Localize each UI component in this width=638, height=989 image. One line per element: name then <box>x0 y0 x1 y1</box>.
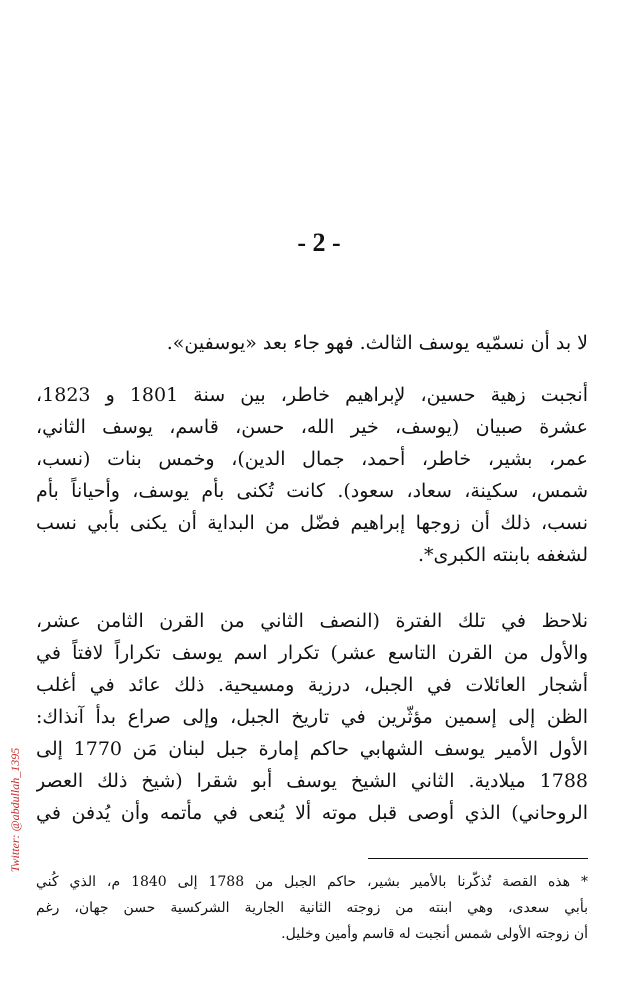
footnote-divider <box>368 858 588 859</box>
paragraph-2-line: الأول الأمير يوسف الشهابي حاكم إمارة جبل لبنان مَن 1770 إلى <box>36 738 588 760</box>
paragraph-1-line: أنجبت زهية حسين، لإبراهيم خاطر، بين سنة 1801 و 1823، <box>36 384 588 406</box>
footnote-line: أن زوجته الأولى شمس أنجبت له قاسم وأمين وخليل. <box>281 926 588 942</box>
paragraph-1-line: عشرة صبيان (يوسف، خير الله، حسن، قاسم، يوسف الثاني، <box>36 416 588 438</box>
footnote-line: بأبي سعدى، وهي ابنته من زوجته الثانية الجارية الشركسية حسن جهان، رغم <box>36 900 588 916</box>
paragraph-1-line: عمر، بشير، خاطر، أحمد، جمال الدين)، وخمس بنات (نسب، <box>36 448 588 470</box>
paragraph-2-line: الظن إلى إسمين مؤثّرين في تاريخ الجبل، وإلى صراع بدأ آنذاك: <box>36 706 588 728</box>
footnote-line: * هذه القصة تُذكّرنا بالأمير بشير، حاكم الجبل من 1788 إلى 1840 م، الذي كُني <box>36 874 588 890</box>
paragraph-1-line: شمس، سكينة، سعاد، سعود). كانت تُكنى بأم يوسف، وأحياناً بأم <box>36 480 588 502</box>
paragraph-1-line: لشغفه بابنته الكبرى*. <box>418 544 588 566</box>
paragraph-2-line: الروحاني) الذي أوصى قبل موته ألا يُنعى في مأتمه وأن يُدفن في <box>36 802 588 824</box>
paragraph-2-line: والأول من القرن التاسع عشر) تكرار اسم يوسف تكراراً لافتاً في <box>36 642 588 664</box>
paragraph-1-line: نسب، ذلك أن زوجها إبراهيم فضّل من البداية أن يكنى بأبي نسب <box>36 512 588 534</box>
paragraph-2-line: نلاحظ في تلك الفترة (النصف الثاني من القرن الثامن عشر، <box>36 610 588 632</box>
paragraph-2-line: أشجار العائلات في الجبل، درزية ومسيحية. ذلك عائد في أغلب <box>36 674 588 696</box>
intro-line: لا بد أن نسمّيه يوسف الثالث. فهو جاء بعد «يوسفين». <box>166 332 588 354</box>
side-credit: Twitter: @abdullah_1395 <box>8 747 22 873</box>
paragraph-2-line: 1788 ميلادية. الثاني الشيخ يوسف أبو شقرا (شيخ ذلك العصر <box>36 770 588 792</box>
page-number: - 2 - <box>297 228 341 257</box>
